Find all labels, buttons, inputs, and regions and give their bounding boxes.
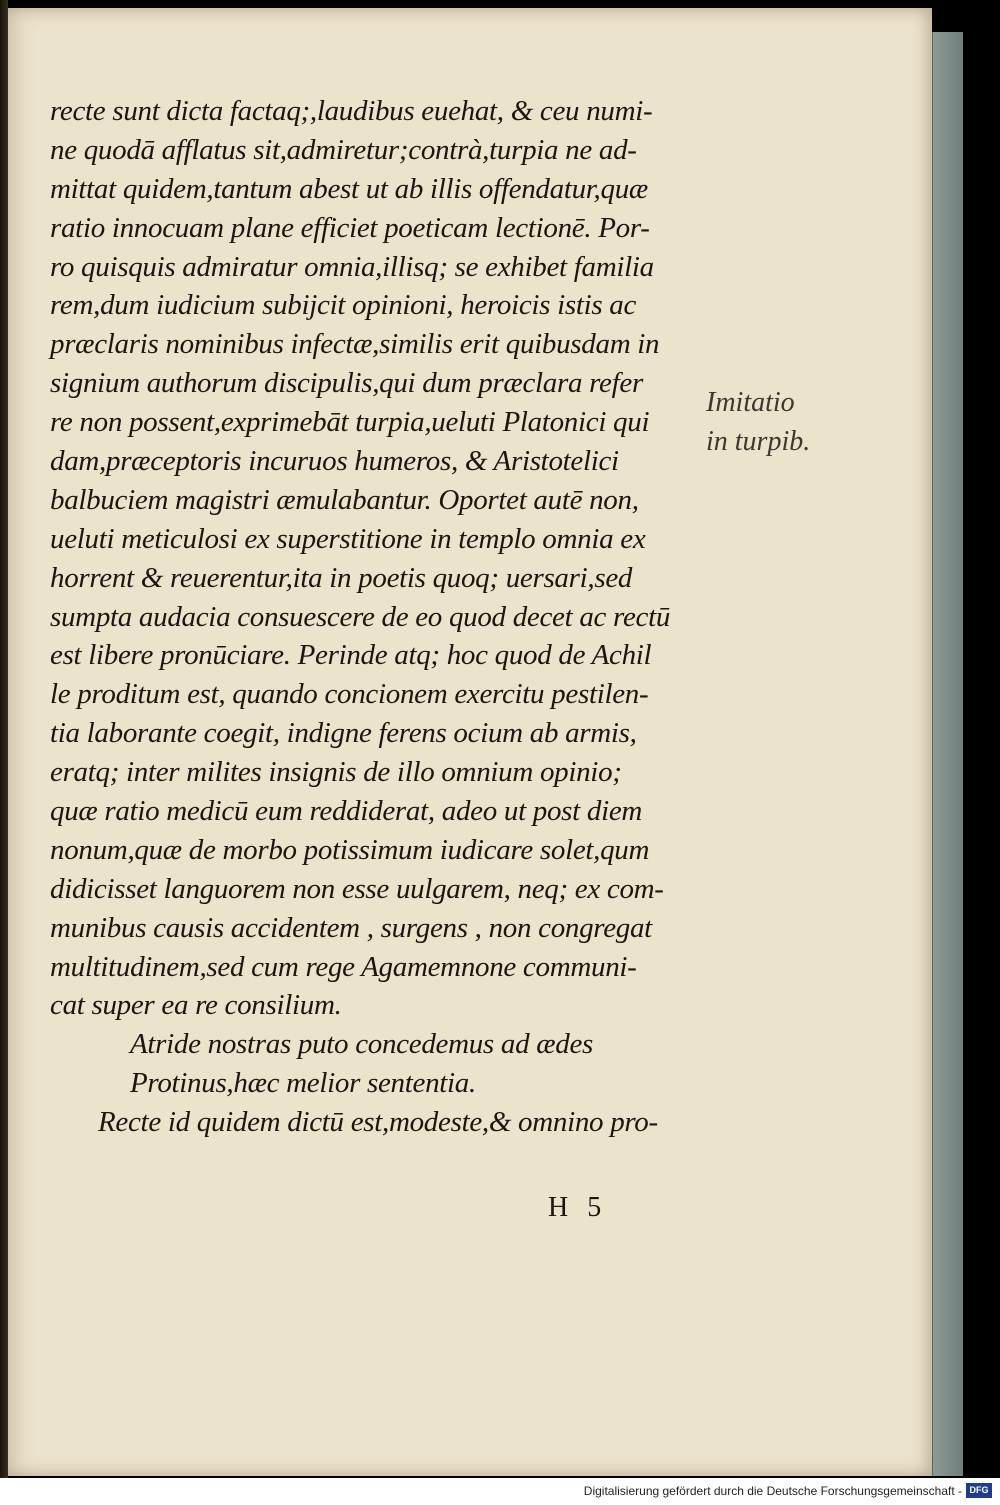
text-line: balbuciem magistri æmulabantur. Oportet autē non, [50, 483, 639, 516]
marginal-note [706, 384, 810, 462]
verse-line: Atride nostras puto concedemus ad ædes [130, 1028, 594, 1061]
book-gutter [0, 0, 8, 1478]
text-line: dam,præceptoris incuruos humeros, & Aristotelici [50, 445, 619, 478]
dfg-logo-icon: DFG [966, 1483, 992, 1498]
scan-background-strip [932, 32, 963, 1476]
text-line: munibus causis accidentem , surgens , non congregat [50, 911, 652, 944]
signature-mark: H 5 [548, 1192, 608, 1223]
text-line: ueluti meticulosi ex superstitione in templo omnia ex [50, 522, 646, 555]
text-line: tia laborante coegit, indigne ferens ocium ab armis, [50, 717, 637, 750]
text-line: præclaris nominibus infectæ,similis erit quibusdam in [50, 328, 660, 361]
text-line: ratio innocuam plane efficiet poeticam lectionē. Por- [50, 211, 650, 244]
text-line: ne quodā afflatus sit,admiretur;contrà,turpia ne ad- [50, 133, 637, 166]
text-line: recte sunt dicta factaq;,laudibus euehat, & ceu numi- [50, 95, 653, 127]
closing-line: Recte id quidem dictū est,modeste,& omnino pro- [98, 1106, 658, 1139]
main-text-block [50, 92, 700, 1142]
text-line: est libere pronūciare. Perinde atq; hoc quod de Achil [50, 639, 652, 672]
text-line: le proditum est, quando concionem exercitu pestilen- [50, 678, 649, 711]
text-line: sumpta audacia consuescere de eo quod decet ac rectū [50, 600, 671, 633]
footer-bar [0, 1478, 1000, 1505]
text-line: ro quisquis admiratur omnia,illisq; se exhibet familia [50, 250, 654, 283]
verse-line: Protinus,hæc melior sententia. [130, 1067, 476, 1100]
text-line: multitudinem,sed cum rege Agamemnone communi- [50, 950, 637, 983]
text-line: quæ ratio medicū eum reddiderat, adeo ut post diem [50, 795, 643, 828]
footer-credit: Digitalisierung gefördert durch die Deutsche Forschungsgemeinschaft - [583, 1484, 962, 1498]
text-line: nonum,quæ de morbo potissimum iudicare solet,qum [50, 833, 650, 866]
marginal-note-line-1: Imitatio [706, 387, 795, 418]
text-line: eratq; inter milites insignis de illo omnium opinio; [50, 756, 622, 789]
text-line: cat super ea re consilium. [50, 989, 342, 1022]
text-line: mittat quidem,tantum abest ut ab illis offendatur,quæ [50, 172, 648, 205]
text-line: re non possent,exprimebāt turpia,ueluti Platonici qui [50, 406, 650, 439]
text-line: didicisset languorem non esse uulgarem, neq; ex com- [50, 872, 664, 905]
text-line: rem,dum iudicium subijcit opinioni, heroicis istis ac [50, 289, 637, 322]
text-line: signium authorum discipulis,qui dum præclara refer [50, 367, 643, 400]
marginal-note-line-2: in turpib. [706, 425, 811, 457]
text-line: horrent & reuerentur,ita in poetis quoq; uersari,sed [50, 561, 633, 594]
